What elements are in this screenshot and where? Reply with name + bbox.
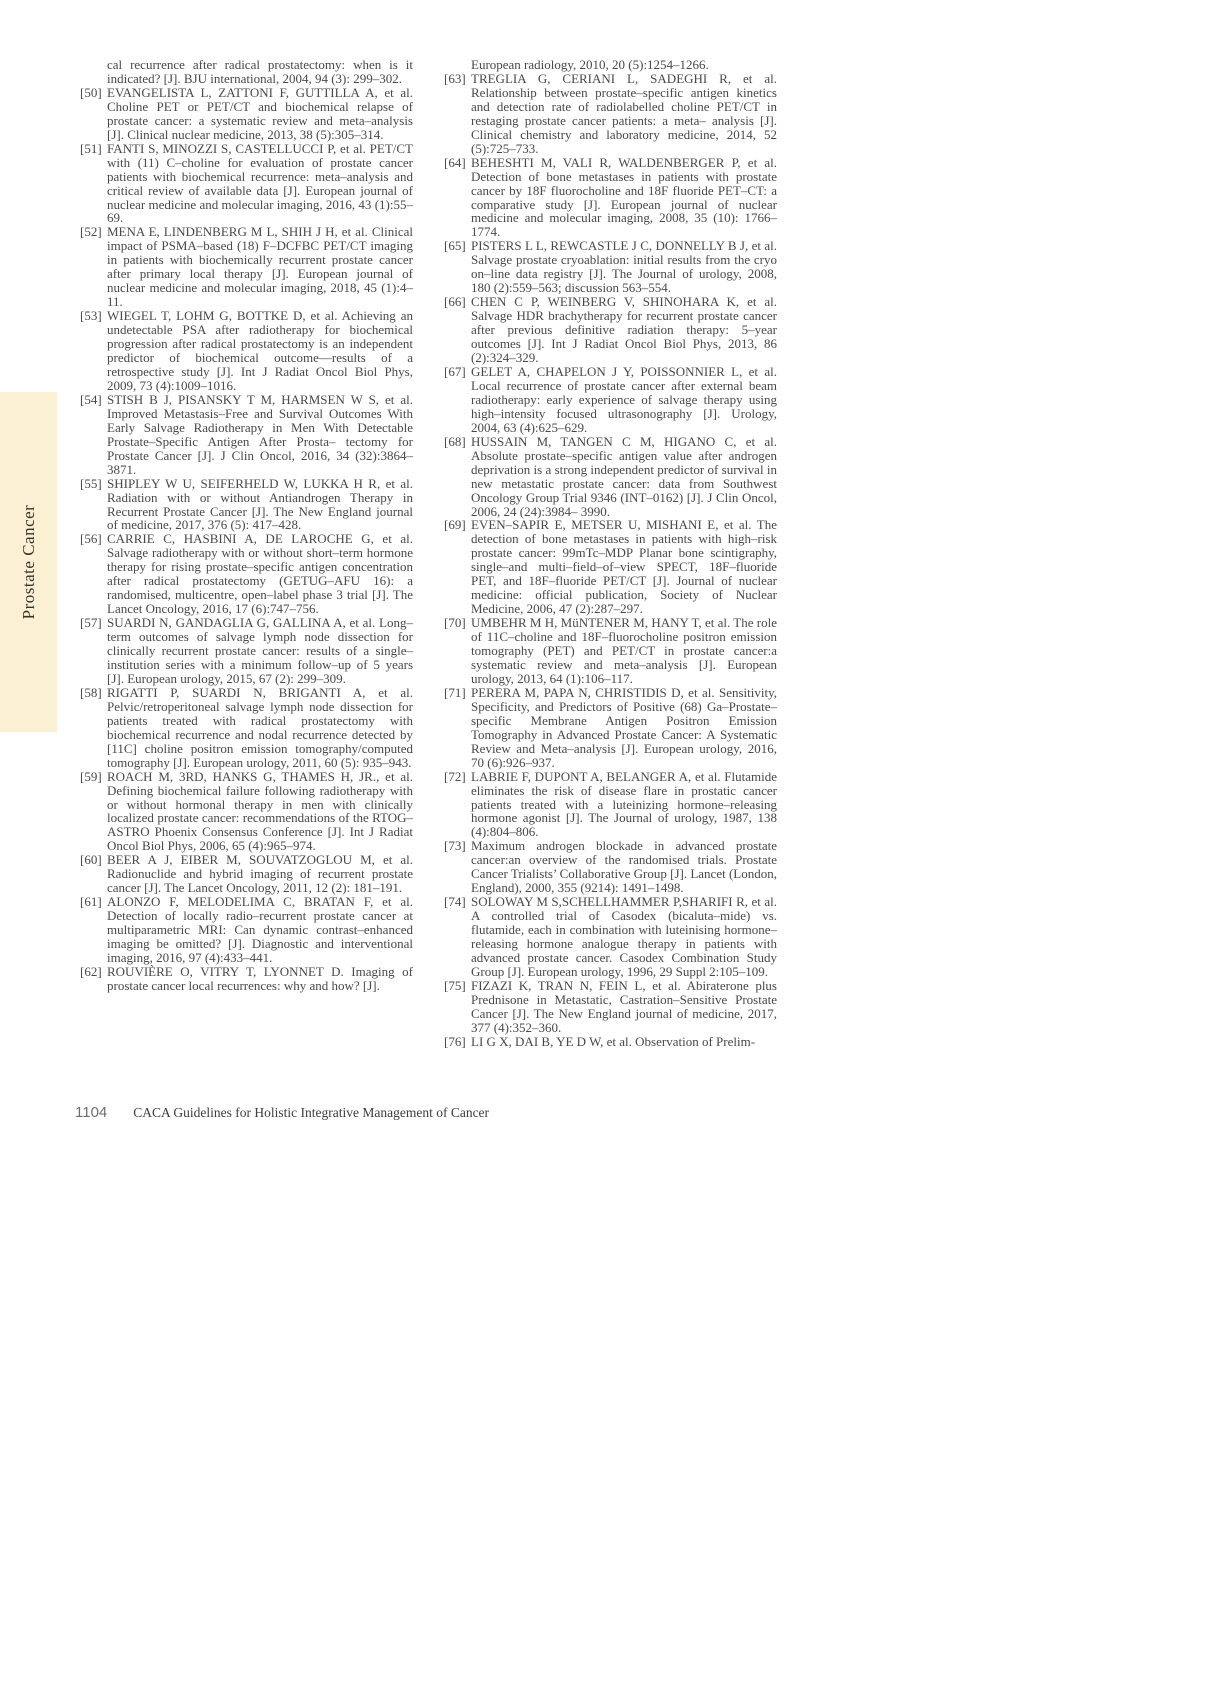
reference-number: [67] [444,363,466,379]
reference-text: EVANGELISTA L, ZATTONI F, GUTTILLA A, et al. Choline PET or PET/CT and biochemical relapse of prostate cancer: a systematic review and meta–analysis [J]. Clinical nuclear medicine, 2013, 38 (5):305–314. [107,84,413,142]
reference-item [80,477,413,533]
reference-number: [58] [80,684,102,700]
reference-text: cal recurrence after radical prostatectomy: when is it indicated? [J]. BJU international, 2004, 94 (3): 299–302. [107,57,413,86]
reference-text: WIEGEL T, LOHM G, BOTTKE D, et al. Achieving an undetectable PSA after radiotherapy for biochemical progression after radical prostatectomy is an independent predictor of biochemical outcome––results of a retrospective study [J]. Int J Radiat Oncol Biol Phys, 2009, 73 (4):1009–1016. [107,308,413,393]
reference-item [80,965,413,993]
reference-number: [70] [444,615,466,631]
reference-item [80,686,413,770]
reference-text: LABRIE F, DUPONT A, BELANGER A, et al. Flutamide eliminates the risk of disease flare in prostatic cancer patients treated with a luteinizing hormone–releasing hormone agonist [J]. The Journal of urology, 1987, 138 (4):804–806. [471,768,777,840]
reference-item [80,770,413,854]
reference-text: CARRIE C, HASBINI A, DE LAROCHE G, et al. Salvage radiotherapy with or without short–term hormone therapy for rising prostate–specific antigen concentration after radical prostatectomy (GETUG–AFU 16): a randomised, multicentre, open–label phase 3 trial [J]. The Lancet Oncology, 2016, 17 (6):747–756. [107,531,413,617]
reference-text: TREGLIA G, CERIANI L, SADEGHI R, et al. Relationship between prostate–specific antigen kinetics and detection rate of radiolabelled choline PET/CT in restaging prostate cancer patients: a meta– analysis [J]. Clinical chemistry and laboratory medicine, 2014, 52 (5):725–733. [471,70,777,156]
reference-text: SUARDI N, GANDAGLIA G, GALLINA A, et al. Long–term outcomes of salvage lymph node dissection for clinically recurrent prostate cancer: results of a single–institution series with a minimum follow–up of 5 years [J]. European urology, 2015, 67 (2): 299–309. [107,615,413,686]
reference-text: ALONZO F, MELODELIMA C, BRATAN F, et al. Detection of locally radio–recurrent prostate cancer at multiparametric MRI: Can dynamic contrast–enhanced imaging be omitted? [J]. Diagnostic and interventional imaging, 2016, 97 (4):433–441. [107,894,413,965]
reference-continuation [80,58,413,86]
page-number: 1104 [75,1104,108,1121]
reference-number: [53] [80,308,102,324]
reference-item [444,295,777,365]
reference-item [80,86,413,142]
reference-number: [51] [80,140,102,156]
reference-number: [61] [80,894,102,910]
reference-number: [76] [444,1033,466,1049]
running-title: CACA Guidelines for Holistic Integrative Management of Cancer [133,1105,490,1120]
reference-text: RIGATTI P, SUARDI N, BRIGANTI A, et al. Pelvic/retroperitoneal salvage lymph node dissection for patients treated with radical prostatectomy with biochemical recurrence and nodal recurrence detected by [11C] choline positron emission tomography/computed tomography [J]. European urology, 2011, 60 (5): 935–943. [107,684,413,770]
reference-text: LI G X, DAI B, YE D W, et al. Observation of Prelim- [471,1033,756,1049]
reference-item [444,839,777,895]
reference-number: [55] [80,475,102,491]
chapter-tab-label: Prostate Cancer [18,504,38,620]
reference-number: [52] [80,224,102,240]
reference-number: [73] [444,838,466,854]
reference-text: SHIPLEY W U, SEIFERHELD W, LUKKA H R, et al. Radiation with or without Antiandrogen Therapy in Recurrent Prostate Cancer [J]. The New England journal of medicine, 2017, 376 (5): 417–428. [107,475,413,533]
reference-number: [72] [444,768,466,784]
reference-item [444,895,777,979]
reference-item [444,979,777,1035]
page-footer [75,1104,489,1122]
reference-item [80,532,413,616]
chapter-tab [0,392,57,732]
reference-text: PISTERS L L, REWCASTLE J C, DONNELLY B J, et al. Salvage prostate cryoablation: initial results from the cryo on–line data registry [J]. The Journal of urology, 2008, 180 (2):559–563; discussion 563–554. [471,238,777,296]
reference-number: [62] [80,963,102,979]
reference-item [444,365,777,435]
reference-text: FIZAZI K, TRAN N, FEIN L, et al. Abiraterone plus Prednisone in Metastatic, Castration–Sensitive Prostate Cancer [J]. The New England journal of medicine, 2017, 377 (4):352–360. [471,977,777,1035]
reference-number: [65] [444,238,466,254]
reference-text: GELET A, CHAPELON J Y, POISSONNIER L, et al. Local recurrence of prostate cancer after external beam radiotherapy: early experience of salvage therapy using high–intensity focused ultrasonography [J]. Urology, 2004, 63 (4):625–629. [471,363,777,435]
reference-item [80,853,413,895]
reference-text: HUSSAIN M, TANGEN C M, HIGANO C, et al. Absolute prostate–specific antigen value after androgen deprivation is a strong independent predictor of survival in new metastatic prostate cancer: data from Southwest Oncology Group Trial 9346 (INT–0162) [J]. J Clin Oncol, 2006, 24 (24):3984– 3990. [471,433,777,519]
reference-number: [60] [80,852,102,868]
reference-text: European radiology, 2010, 20 (5):1254–1266. [471,57,709,72]
reference-text: MENA E, LINDENBERG M L, SHIH J H, et al. Clinical impact of PSMA–based (18) F–DCFBC PET/CT imaging in patients with biochemically recurrent prostate cancer after primary local therapy [J]. European journal of nuclear medicine and molecular imaging, 2018, 45 (1):4–11. [107,224,413,310]
reference-text: PERERA M, PAPA N, CHRISTIDIS D, et al. Sensitivity, Specificity, and Predictors of Positive (68) Ga–Prostate–specific Membrane Antigen Positron Emission Tomography in Advanced Prostate Cancer: A Systematic Review and Meta–analysis [J]. European urology, 2016, 70 (6):926–937. [471,684,777,770]
reference-text: UMBEHR M H, MüNTENER M, HANY T, et al. The role of 11C–choline and 18F–fluorocholine positron emission tomography (PET) and PET/CT in prostate cancer:a systematic review and meta–analysis [J]. European urology, 2013, 64 (1):106–117. [471,615,777,686]
reference-item [444,1035,777,1049]
reference-text: BEER A J, EIBER M, SOUVATZOGLOU M, et al. Radionuclide and hybrid imaging of recurrent prostate cancer [J]. The Lancet Oncology, 2011, 12 (2): 181–191. [107,852,413,896]
reference-number: [69] [444,517,466,533]
reference-item [444,156,777,240]
reference-text: FANTI S, MINOZZI S, CASTELLUCCI P, et al. PET/CT with (11) C–choline for evaluation of prostate cancer patients with biochemical recurrence: meta–analysis and critical review of available data [J]. European journal of nuclear medicine and molecular imaging, 2016, 43 (1):55–69. [107,140,413,226]
reference-number: [75] [444,977,466,993]
reference-item [444,518,777,616]
references-column-right [444,58,777,1049]
reference-text: ROUVIÈRE O, VITRY T, LYONNET D. Imaging of prostate cancer local recurrences: why and how? [J]. [107,963,413,993]
reference-number: [66] [444,294,466,310]
reference-item [80,309,413,393]
reference-number: [57] [80,615,102,631]
reference-item [80,895,413,965]
reference-item [444,616,777,686]
reference-item [444,72,777,156]
reference-text: BEHESHTI M, VALI R, WALDENBERGER P, et al. Detection of bone metastases in patients with prostate cancer by 18F fluorocholine and 18F fluoride PET–CT: a comparative study [J]. European journal of nuclear medicine and molecular imaging, 2008, 35 (10): 1766–1774. [471,154,777,240]
reference-continuation [444,58,777,72]
reference-text: CHEN C P, WEINBERG V, SHINOHARA K, et al. Salvage HDR brachytherapy for recurrent prostate cancer after previous definitive radiation therapy: 5–year outcomes [J]. Int J Radiat Oncol Biol Phys, 2013, 86 (2):324–329. [471,294,777,366]
reference-item [80,142,413,226]
reference-item [444,239,777,295]
reference-item [80,225,413,309]
reference-item [80,393,413,477]
reference-text: SOLOWAY M S,SCHELLHAMMER P,SHARIFI R, et al. A controlled trial of Casodex (bicaluta–mide) vs. flutamide, each in combination with luteinising hormone–releasing hormone analogue therapy in patients with advanced prostate cancer. Casodex Combination Study Group [J]. European urology, 1996, 29 Suppl 2:105–109. [471,894,777,979]
reference-number: [59] [80,768,102,784]
reference-item [80,616,413,686]
reference-number: [50] [80,84,102,100]
reference-item [444,686,777,770]
reference-text: EVEN–SAPIR E, METSER U, MISHANI E, et al. The detection of bone metastases in patients with high–risk prostate cancer: 99mTc–MDP Planar bone scintigraphy, single–and multi–field–of–view SPECT, 18F–fluoride PET, and 18F–fluoride PET/CT [J]. Journal of nuclear medicine: official publication, Society of Nuclear Medicine, 2006, 47 (2):287–297. [471,517,777,617]
reference-number: [64] [444,154,466,170]
reference-number: [54] [80,391,102,407]
reference-number: [56] [80,531,102,547]
reference-text: ROACH M, 3RD, HANKS G, THAMES H, JR., et al. Defining biochemical failure following radiotherapy with or without hormonal therapy in men with clinically localized prostate cancer: recommendations of the RTOG–ASTRO Phoenix Consensus Conference [J]. Int J Radiat Oncol Biol Phys, 2006, 65 (4):965–974. [107,768,413,854]
reference-number: [63] [444,70,466,86]
reference-number: [68] [444,433,466,449]
reference-item [444,770,777,840]
reference-number: [71] [444,684,466,700]
reference-text: Maximum androgen blockade in advanced prostate cancer:an overview of the randomised trials. Prostate Cancer Trialists’ Collaborative Group [J]. Lancet (London, England), 2000, 355 (9214): 1491–1498. [471,838,777,896]
reference-item [444,435,777,519]
reference-text: STISH B J, PISANSKY T M, HARMSEN W S, et al. Improved Metastasis–Free and Survival Outcomes With Early Salvage Radiotherapy in Men With Detectable Prostate–Specific Antigen After Prosta– tectomy for Prostate Cancer [J]. J Clin Oncol, 2016, 34 (32):3864–3871. [107,391,413,477]
references-column-left [80,58,413,993]
reference-number: [74] [444,894,466,910]
